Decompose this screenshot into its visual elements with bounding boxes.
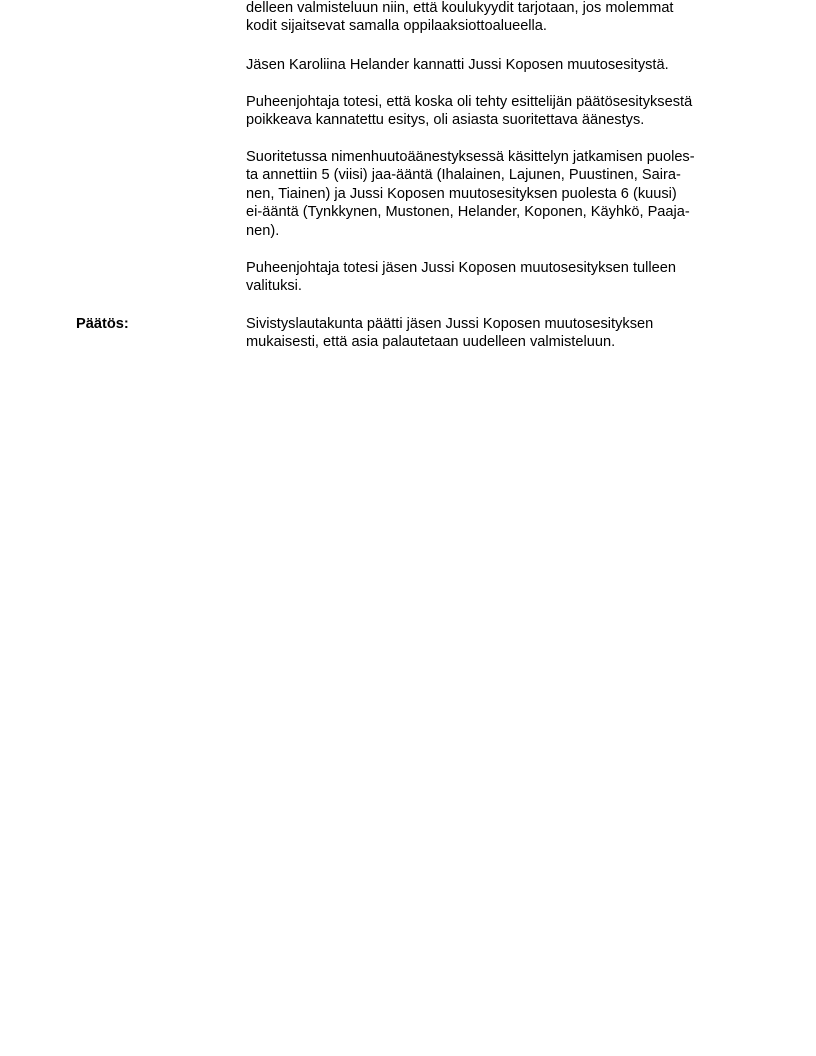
- paragraph-proposal-selected: [246, 259, 746, 296]
- text-line: Suoritetussa nimenhuutoäänestyksessä käsittelyn jatkamisen puoles-: [246, 149, 695, 165]
- text-line: mukaisesti, että asia palautetaan uudelleen valmisteluun.: [246, 334, 616, 351]
- text-line: delleen valmisteluun niin, että koulukyydit tarjotaan, jos molemmat: [246, 0, 674, 16]
- decision-text: [246, 315, 746, 352]
- text-line: valituksi.: [246, 278, 302, 295]
- text-line: Puheenjohtaja totesi, että koska oli tehty esittelijän päätösesityksestä: [246, 94, 693, 110]
- text-line: poikkeava kannatettu esitys, oli asiasta suoritettava äänestys.: [246, 112, 645, 129]
- decision-label: Päätös:: [76, 316, 129, 332]
- text-line: kodit sijaitsevat samalla oppilaaksiottoalueella.: [246, 18, 547, 35]
- text-line: nen, Tiainen) ja Jussi Koposen muutosesityksen puolesta 6 (kuusi): [246, 185, 677, 202]
- paragraph-proposal-continuation: [246, 0, 746, 36]
- text-line: ei-ääntä (Tynkkynen, Mustonen, Helander, Koponen, Käyhkö, Paaja-: [246, 204, 690, 221]
- text-line: Puheenjohtaja totesi jäsen Jussi Koposen muutosesityksen tulleen: [246, 260, 676, 276]
- text-line: ta annettiin 5 (viisi) jaa-ääntä (Ihalainen, Lajunen, Puustinen, Saira-: [246, 167, 681, 184]
- text-line: nen).: [246, 222, 280, 239]
- paragraph-vote-required: [246, 93, 746, 130]
- paragraph-vote-result: [246, 148, 746, 240]
- text-line: Sivistyslautakunta päätti jäsen Jussi Koposen muutosesityksen: [246, 316, 654, 332]
- text-line: Jäsen Karoliina Helander kannatti Jussi Koposen muutosesitystä.: [246, 57, 669, 73]
- paragraph-seconding: [246, 56, 746, 74]
